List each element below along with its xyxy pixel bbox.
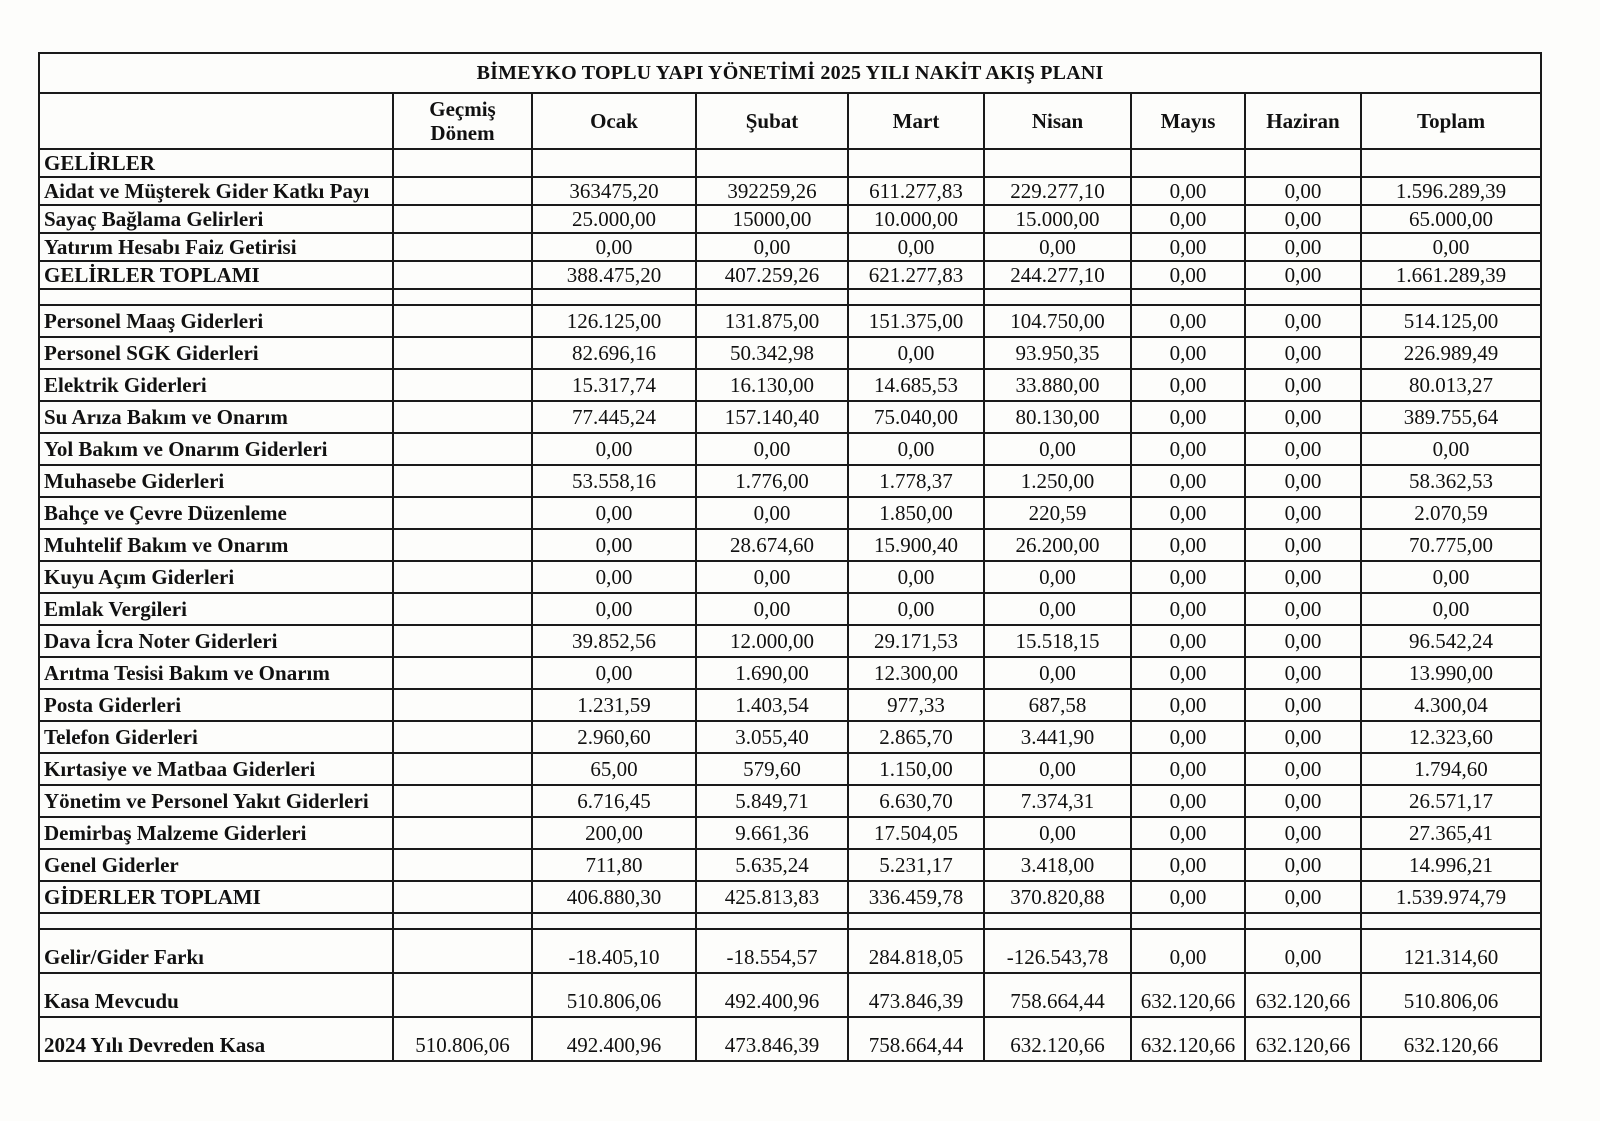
column-header-row [39, 93, 1541, 149]
value-cell: 15000,00 [696, 205, 848, 233]
value-cell: 473.846,39 [848, 973, 984, 1017]
value-cell: 53.558,16 [532, 465, 696, 497]
value-cell: 0,00 [984, 817, 1131, 849]
value-cell: 0,00 [1131, 753, 1245, 785]
value-cell: 121.314,60 [1361, 929, 1541, 973]
column-header-blank [39, 93, 393, 149]
value-cell: 5.635,24 [696, 849, 848, 881]
value-cell: 12.323,60 [1361, 721, 1541, 753]
value-cell: 0,00 [1131, 849, 1245, 881]
document-title: BİMEYKO TOPLU YAPI YÖNETİMİ 2025 YILI NAKİT AKIŞ PLANI [39, 53, 1541, 93]
value-cell: 26.200,00 [984, 529, 1131, 561]
value-cell: 93.950,35 [984, 337, 1131, 369]
value-cell: 0,00 [1131, 433, 1245, 465]
value-cell: 2.960,60 [532, 721, 696, 753]
value-cell: 0,00 [848, 337, 984, 369]
row-label: Kırtasiye ve Matbaa Giderleri [39, 753, 393, 785]
value-cell: 0,00 [1245, 233, 1361, 261]
row-label: 2024 Yılı Devreden Kasa [39, 1017, 393, 1061]
column-header-haziran: Haziran [1245, 93, 1361, 149]
expense-row [39, 561, 1541, 593]
value-cell [393, 305, 532, 337]
value-cell: 977,33 [848, 689, 984, 721]
value-cell: 33.880,00 [984, 369, 1131, 401]
value-cell: 0,00 [984, 561, 1131, 593]
value-cell: 0,00 [1361, 561, 1541, 593]
value-cell: 0,00 [848, 233, 984, 261]
value-cell: 15.900,40 [848, 529, 984, 561]
value-cell: 12.300,00 [848, 657, 984, 689]
value-cell: 632.120,66 [1245, 973, 1361, 1017]
value-cell: 28.674,60 [696, 529, 848, 561]
value-cell: 510.806,06 [532, 973, 696, 1017]
value-cell: 758.664,44 [848, 1017, 984, 1061]
value-cell: 1.403,54 [696, 689, 848, 721]
value-cell [393, 657, 532, 689]
value-cell [393, 497, 532, 529]
value-cell: 0,00 [1245, 721, 1361, 753]
value-cell: 0,00 [696, 233, 848, 261]
row-label: GELİRLER TOPLAMI [39, 261, 393, 289]
expense-row [39, 401, 1541, 433]
value-cell: 15.518,15 [984, 625, 1131, 657]
value-cell: 632.120,66 [1245, 1017, 1361, 1061]
expense-total-row [39, 881, 1541, 913]
expense-row [39, 369, 1541, 401]
value-cell: 7.374,31 [984, 785, 1131, 817]
value-cell: 389.755,64 [1361, 401, 1541, 433]
value-cell: 0,00 [1245, 881, 1361, 913]
column-header-subat: Şubat [696, 93, 848, 149]
value-cell: 425.813,83 [696, 881, 848, 913]
value-cell: 0,00 [1245, 369, 1361, 401]
value-cell: 0,00 [696, 497, 848, 529]
value-cell: 407.259,26 [696, 261, 848, 289]
value-cell: 0,00 [1131, 401, 1245, 433]
column-header-gecmis-donem: Geçmiş Dönem [393, 93, 532, 149]
value-cell: 82.696,16 [532, 337, 696, 369]
value-cell: 0,00 [532, 433, 696, 465]
value-cell: 6.630,70 [848, 785, 984, 817]
value-cell: 1.778,37 [848, 465, 984, 497]
expense-row [39, 337, 1541, 369]
row-label: Personel Maaş Giderleri [39, 305, 393, 337]
value-cell: 0,00 [532, 497, 696, 529]
value-cell: 157.140,40 [696, 401, 848, 433]
value-cell: 0,00 [1245, 785, 1361, 817]
value-cell: 0,00 [1245, 689, 1361, 721]
value-cell: 6.716,45 [532, 785, 696, 817]
value-cell: 15.000,00 [984, 205, 1131, 233]
value-cell: 510.806,06 [393, 1017, 532, 1061]
value-cell [393, 929, 532, 973]
value-cell: 392259,26 [696, 177, 848, 205]
value-cell: 3.418,00 [984, 849, 1131, 881]
value-cell: 0,00 [1361, 433, 1541, 465]
value-cell: 0,00 [1245, 561, 1361, 593]
value-cell: 492.400,96 [532, 1017, 696, 1061]
expense-row [39, 657, 1541, 689]
value-cell: 758.664,44 [984, 973, 1131, 1017]
value-cell: 632.120,66 [1361, 1017, 1541, 1061]
value-cell: 0,00 [1245, 205, 1361, 233]
value-cell: 29.171,53 [848, 625, 984, 657]
value-cell: 16.130,00 [696, 369, 848, 401]
value-cell: 0,00 [1245, 177, 1361, 205]
value-cell: 5.849,71 [696, 785, 848, 817]
value-cell: 0,00 [1245, 929, 1361, 973]
section-header-row [39, 149, 1541, 177]
value-cell: 50.342,98 [696, 337, 848, 369]
value-cell: 621.277,83 [848, 261, 984, 289]
value-cell [393, 593, 532, 625]
value-cell: 5.231,17 [848, 849, 984, 881]
value-cell: 0,00 [848, 593, 984, 625]
row-label: Yönetim ve Personel Yakıt Giderleri [39, 785, 393, 817]
expense-row [39, 817, 1541, 849]
value-cell: 632.120,66 [1131, 1017, 1245, 1061]
value-cell: 15.317,74 [532, 369, 696, 401]
row-label: Genel Giderler [39, 849, 393, 881]
value-cell: 632.120,66 [984, 1017, 1131, 1061]
value-cell: 3.441,90 [984, 721, 1131, 753]
value-cell: 25.000,00 [532, 205, 696, 233]
value-cell: 0,00 [984, 433, 1131, 465]
value-cell: 229.277,10 [984, 177, 1131, 205]
income-row [39, 177, 1541, 205]
value-cell [393, 433, 532, 465]
expense-row [39, 753, 1541, 785]
value-cell: 1.539.974,79 [1361, 881, 1541, 913]
value-cell: 0,00 [1245, 593, 1361, 625]
value-cell: 0,00 [984, 593, 1131, 625]
value-cell: 363475,20 [532, 177, 696, 205]
expense-row [39, 785, 1541, 817]
value-cell: 0,00 [1361, 593, 1541, 625]
value-cell: 0,00 [1245, 497, 1361, 529]
value-cell [393, 337, 532, 369]
value-cell [393, 973, 532, 1017]
row-label: Gelir/Gider Farkı [39, 929, 393, 973]
value-cell: 0,00 [1245, 401, 1361, 433]
value-cell: 0,00 [1245, 625, 1361, 657]
value-cell: 0,00 [1131, 721, 1245, 753]
column-header-nisan: Nisan [984, 93, 1131, 149]
value-cell: 26.571,17 [1361, 785, 1541, 817]
row-label: Su Arıza Bakım ve Onarım [39, 401, 393, 433]
value-cell: 0,00 [1361, 233, 1541, 261]
value-cell: 0,00 [1131, 177, 1245, 205]
value-cell: 0,00 [1245, 305, 1361, 337]
value-cell: 611.277,83 [848, 177, 984, 205]
income-total-row [39, 261, 1541, 289]
summary-row [39, 973, 1541, 1017]
value-cell: 0,00 [1245, 465, 1361, 497]
value-cell: 0,00 [1131, 561, 1245, 593]
value-cell: 1.250,00 [984, 465, 1131, 497]
expense-row [39, 593, 1541, 625]
expense-row [39, 465, 1541, 497]
value-cell: 96.542,24 [1361, 625, 1541, 657]
value-cell: -18.405,10 [532, 929, 696, 973]
value-cell: 370.820,88 [984, 881, 1131, 913]
value-cell: 0,00 [1245, 753, 1361, 785]
value-cell: 17.504,05 [848, 817, 984, 849]
value-cell: -18.554,57 [696, 929, 848, 973]
expense-row [39, 721, 1541, 753]
row-label: Elektrik Giderleri [39, 369, 393, 401]
value-cell: 0,00 [1131, 465, 1245, 497]
value-cell: -126.543,78 [984, 929, 1131, 973]
value-cell: 0,00 [984, 657, 1131, 689]
value-cell: 244.277,10 [984, 261, 1131, 289]
column-header-ocak: Ocak [532, 93, 696, 149]
value-cell: 284.818,05 [848, 929, 984, 973]
value-cell: 1.231,59 [532, 689, 696, 721]
value-cell [393, 721, 532, 753]
value-cell: 0,00 [1131, 689, 1245, 721]
value-cell: 0,00 [848, 433, 984, 465]
summary-row [39, 1017, 1541, 1061]
value-cell [393, 849, 532, 881]
value-cell: 151.375,00 [848, 305, 984, 337]
value-cell: 0,00 [532, 593, 696, 625]
row-label: Dava İcra Noter Giderleri [39, 625, 393, 657]
value-cell: 0,00 [1245, 849, 1361, 881]
value-cell: 131.875,00 [696, 305, 848, 337]
spacer-row [39, 913, 1541, 929]
row-label: Bahçe ve Çevre Düzenleme [39, 497, 393, 529]
row-label: Sayaç Bağlama Gelirleri [39, 205, 393, 233]
expense-row [39, 529, 1541, 561]
row-label: Kasa Mevcudu [39, 973, 393, 1017]
value-cell: 0,00 [696, 561, 848, 593]
value-cell: 336.459,78 [848, 881, 984, 913]
value-cell: 0,00 [984, 753, 1131, 785]
value-cell: 12.000,00 [696, 625, 848, 657]
value-cell: 80.130,00 [984, 401, 1131, 433]
value-cell: 2.070,59 [1361, 497, 1541, 529]
value-cell: 0,00 [532, 529, 696, 561]
column-header-toplam: Toplam [1361, 93, 1541, 149]
value-cell: 492.400,96 [696, 973, 848, 1017]
value-cell: 0,00 [1131, 785, 1245, 817]
value-cell: 632.120,66 [1131, 973, 1245, 1017]
value-cell [393, 817, 532, 849]
value-cell: 200,00 [532, 817, 696, 849]
value-cell [393, 625, 532, 657]
row-label: Muhtelif Bakım ve Onarım [39, 529, 393, 561]
value-cell [393, 369, 532, 401]
value-cell [393, 689, 532, 721]
value-cell: 0,00 [532, 561, 696, 593]
value-cell: 0,00 [1131, 369, 1245, 401]
value-cell: 0,00 [1245, 657, 1361, 689]
value-cell [393, 785, 532, 817]
value-cell: 0,00 [1131, 261, 1245, 289]
income-row [39, 233, 1541, 261]
value-cell: 80.013,27 [1361, 369, 1541, 401]
row-label: Telefon Giderleri [39, 721, 393, 753]
value-cell: 1.776,00 [696, 465, 848, 497]
value-cell: 0,00 [1245, 433, 1361, 465]
row-label: Yol Bakım ve Onarım Giderleri [39, 433, 393, 465]
value-cell: 220,59 [984, 497, 1131, 529]
row-label: Demirbaş Malzeme Giderleri [39, 817, 393, 849]
expense-row [39, 497, 1541, 529]
expense-row [39, 849, 1541, 881]
section-header-gelirler: GELİRLER [39, 149, 393, 177]
value-cell: 65,00 [532, 753, 696, 785]
value-cell: 0,00 [532, 233, 696, 261]
summary-row [39, 929, 1541, 973]
cash-flow-table [38, 52, 1542, 1062]
value-cell: 10.000,00 [848, 205, 984, 233]
value-cell [393, 529, 532, 561]
row-label: Kuyu Açım Giderleri [39, 561, 393, 593]
value-cell: 473.846,39 [696, 1017, 848, 1061]
value-cell: 711,80 [532, 849, 696, 881]
value-cell [393, 753, 532, 785]
value-cell: 0,00 [1131, 337, 1245, 369]
value-cell: 406.880,30 [532, 881, 696, 913]
value-cell: 579,60 [696, 753, 848, 785]
value-cell: 514.125,00 [1361, 305, 1541, 337]
row-label: Posta Giderleri [39, 689, 393, 721]
value-cell: 1.690,00 [696, 657, 848, 689]
value-cell: 13.990,00 [1361, 657, 1541, 689]
value-cell: 58.362,53 [1361, 465, 1541, 497]
row-label: Aidat ve Müşterek Gider Katkı Payı [39, 177, 393, 205]
value-cell: 0,00 [1131, 657, 1245, 689]
value-cell: 9.661,36 [696, 817, 848, 849]
value-cell: 14.685,53 [848, 369, 984, 401]
value-cell: 1.794,60 [1361, 753, 1541, 785]
value-cell: 4.300,04 [1361, 689, 1541, 721]
value-cell: 1.596.289,39 [1361, 177, 1541, 205]
value-cell: 0,00 [1131, 929, 1245, 973]
row-label: Emlak Vergileri [39, 593, 393, 625]
value-cell: 39.852,56 [532, 625, 696, 657]
value-cell [393, 561, 532, 593]
value-cell: 126.125,00 [532, 305, 696, 337]
column-header-mart: Mart [848, 93, 984, 149]
expense-row [39, 625, 1541, 657]
cash-flow-sheet [38, 52, 1540, 1062]
value-cell: 0,00 [532, 657, 696, 689]
row-label: GİDERLER TOPLAMI [39, 881, 393, 913]
value-cell: 0,00 [848, 561, 984, 593]
value-cell: 0,00 [1131, 625, 1245, 657]
value-cell: 0,00 [1245, 817, 1361, 849]
spacer-row [39, 289, 1541, 305]
value-cell: 0,00 [696, 593, 848, 625]
value-cell: 0,00 [984, 233, 1131, 261]
value-cell: 0,00 [1131, 529, 1245, 561]
value-cell: 0,00 [1131, 305, 1245, 337]
value-cell: 70.775,00 [1361, 529, 1541, 561]
value-cell [393, 881, 532, 913]
expense-row [39, 433, 1541, 465]
income-row [39, 205, 1541, 233]
row-label: Arıtma Tesisi Bakım ve Onarım [39, 657, 393, 689]
value-cell [393, 233, 532, 261]
value-cell: 388.475,20 [532, 261, 696, 289]
value-cell [393, 205, 532, 233]
value-cell: 0,00 [1131, 233, 1245, 261]
value-cell: 1.150,00 [848, 753, 984, 785]
value-cell: 510.806,06 [1361, 973, 1541, 1017]
value-cell [393, 261, 532, 289]
value-cell: 0,00 [1245, 529, 1361, 561]
value-cell: 0,00 [1131, 497, 1245, 529]
value-cell: 2.865,70 [848, 721, 984, 753]
value-cell: 687,58 [984, 689, 1131, 721]
value-cell: 3.055,40 [696, 721, 848, 753]
value-cell: 14.996,21 [1361, 849, 1541, 881]
value-cell: 0,00 [1131, 881, 1245, 913]
value-cell: 0,00 [1245, 337, 1361, 369]
value-cell: 0,00 [1245, 261, 1361, 289]
value-cell: 0,00 [1131, 817, 1245, 849]
value-cell [393, 401, 532, 433]
value-cell: 0,00 [1131, 593, 1245, 625]
row-label: Personel SGK Giderleri [39, 337, 393, 369]
value-cell: 0,00 [696, 433, 848, 465]
value-cell: 1.850,00 [848, 497, 984, 529]
row-label: Muhasebe Giderleri [39, 465, 393, 497]
value-cell [393, 177, 532, 205]
value-cell [393, 465, 532, 497]
value-cell: 65.000,00 [1361, 205, 1541, 233]
table-body [39, 149, 1541, 1061]
value-cell: 0,00 [1131, 205, 1245, 233]
value-cell: 1.661.289,39 [1361, 261, 1541, 289]
value-cell: 27.365,41 [1361, 817, 1541, 849]
row-label: Yatırım Hesabı Faiz Getirisi [39, 233, 393, 261]
value-cell: 77.445,24 [532, 401, 696, 433]
expense-row [39, 689, 1541, 721]
column-header-mayis: Mayıs [1131, 93, 1245, 149]
value-cell: 226.989,49 [1361, 337, 1541, 369]
value-cell: 75.040,00 [848, 401, 984, 433]
value-cell: 104.750,00 [984, 305, 1131, 337]
expense-row [39, 305, 1541, 337]
